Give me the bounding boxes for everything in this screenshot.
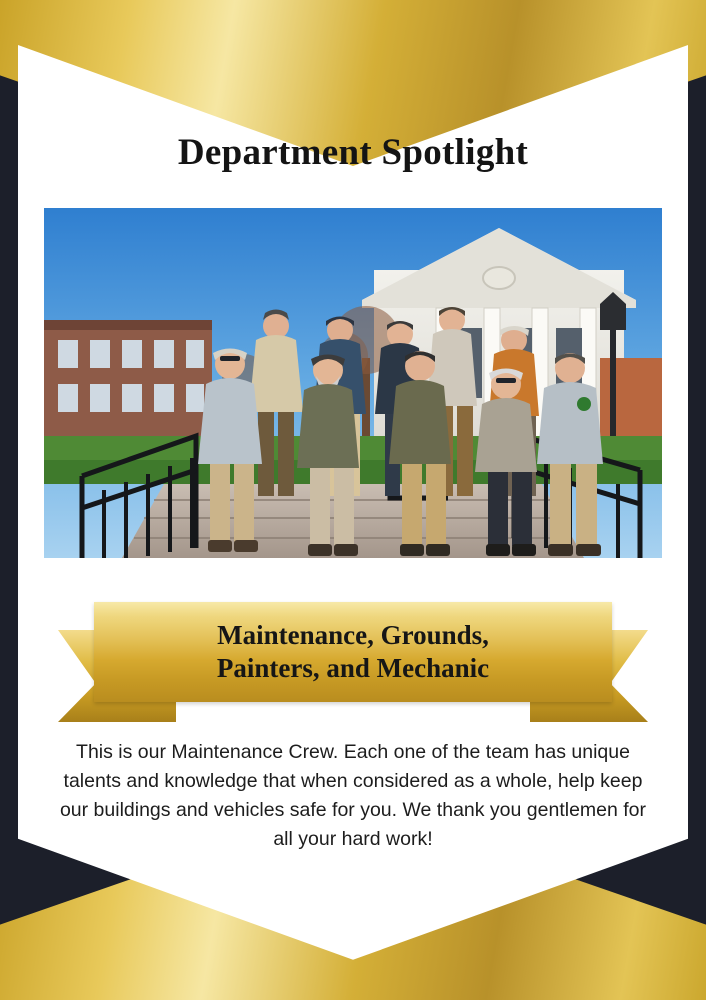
ribbon-banner: [58, 602, 648, 722]
ribbon-heading-line-1: Maintenance, Grounds,: [217, 620, 489, 651]
crew-photo: [44, 208, 662, 558]
ribbon-body: [94, 602, 612, 702]
body-paragraph: This is our Maintenance Crew. Each one of the team has unique talents and knowledge that when considered as a whole, help keep our buildings and vehicles safe for you. We thank you gentlemen for all your hard work!: [59, 741, 647, 850]
ribbon-heading: [217, 619, 489, 685]
ribbon-heading-line-2: Painters, and Mechanic: [216, 653, 490, 683]
page-title: Department Spotlight: [177, 132, 529, 173]
poster-content: [18, 16, 688, 984]
